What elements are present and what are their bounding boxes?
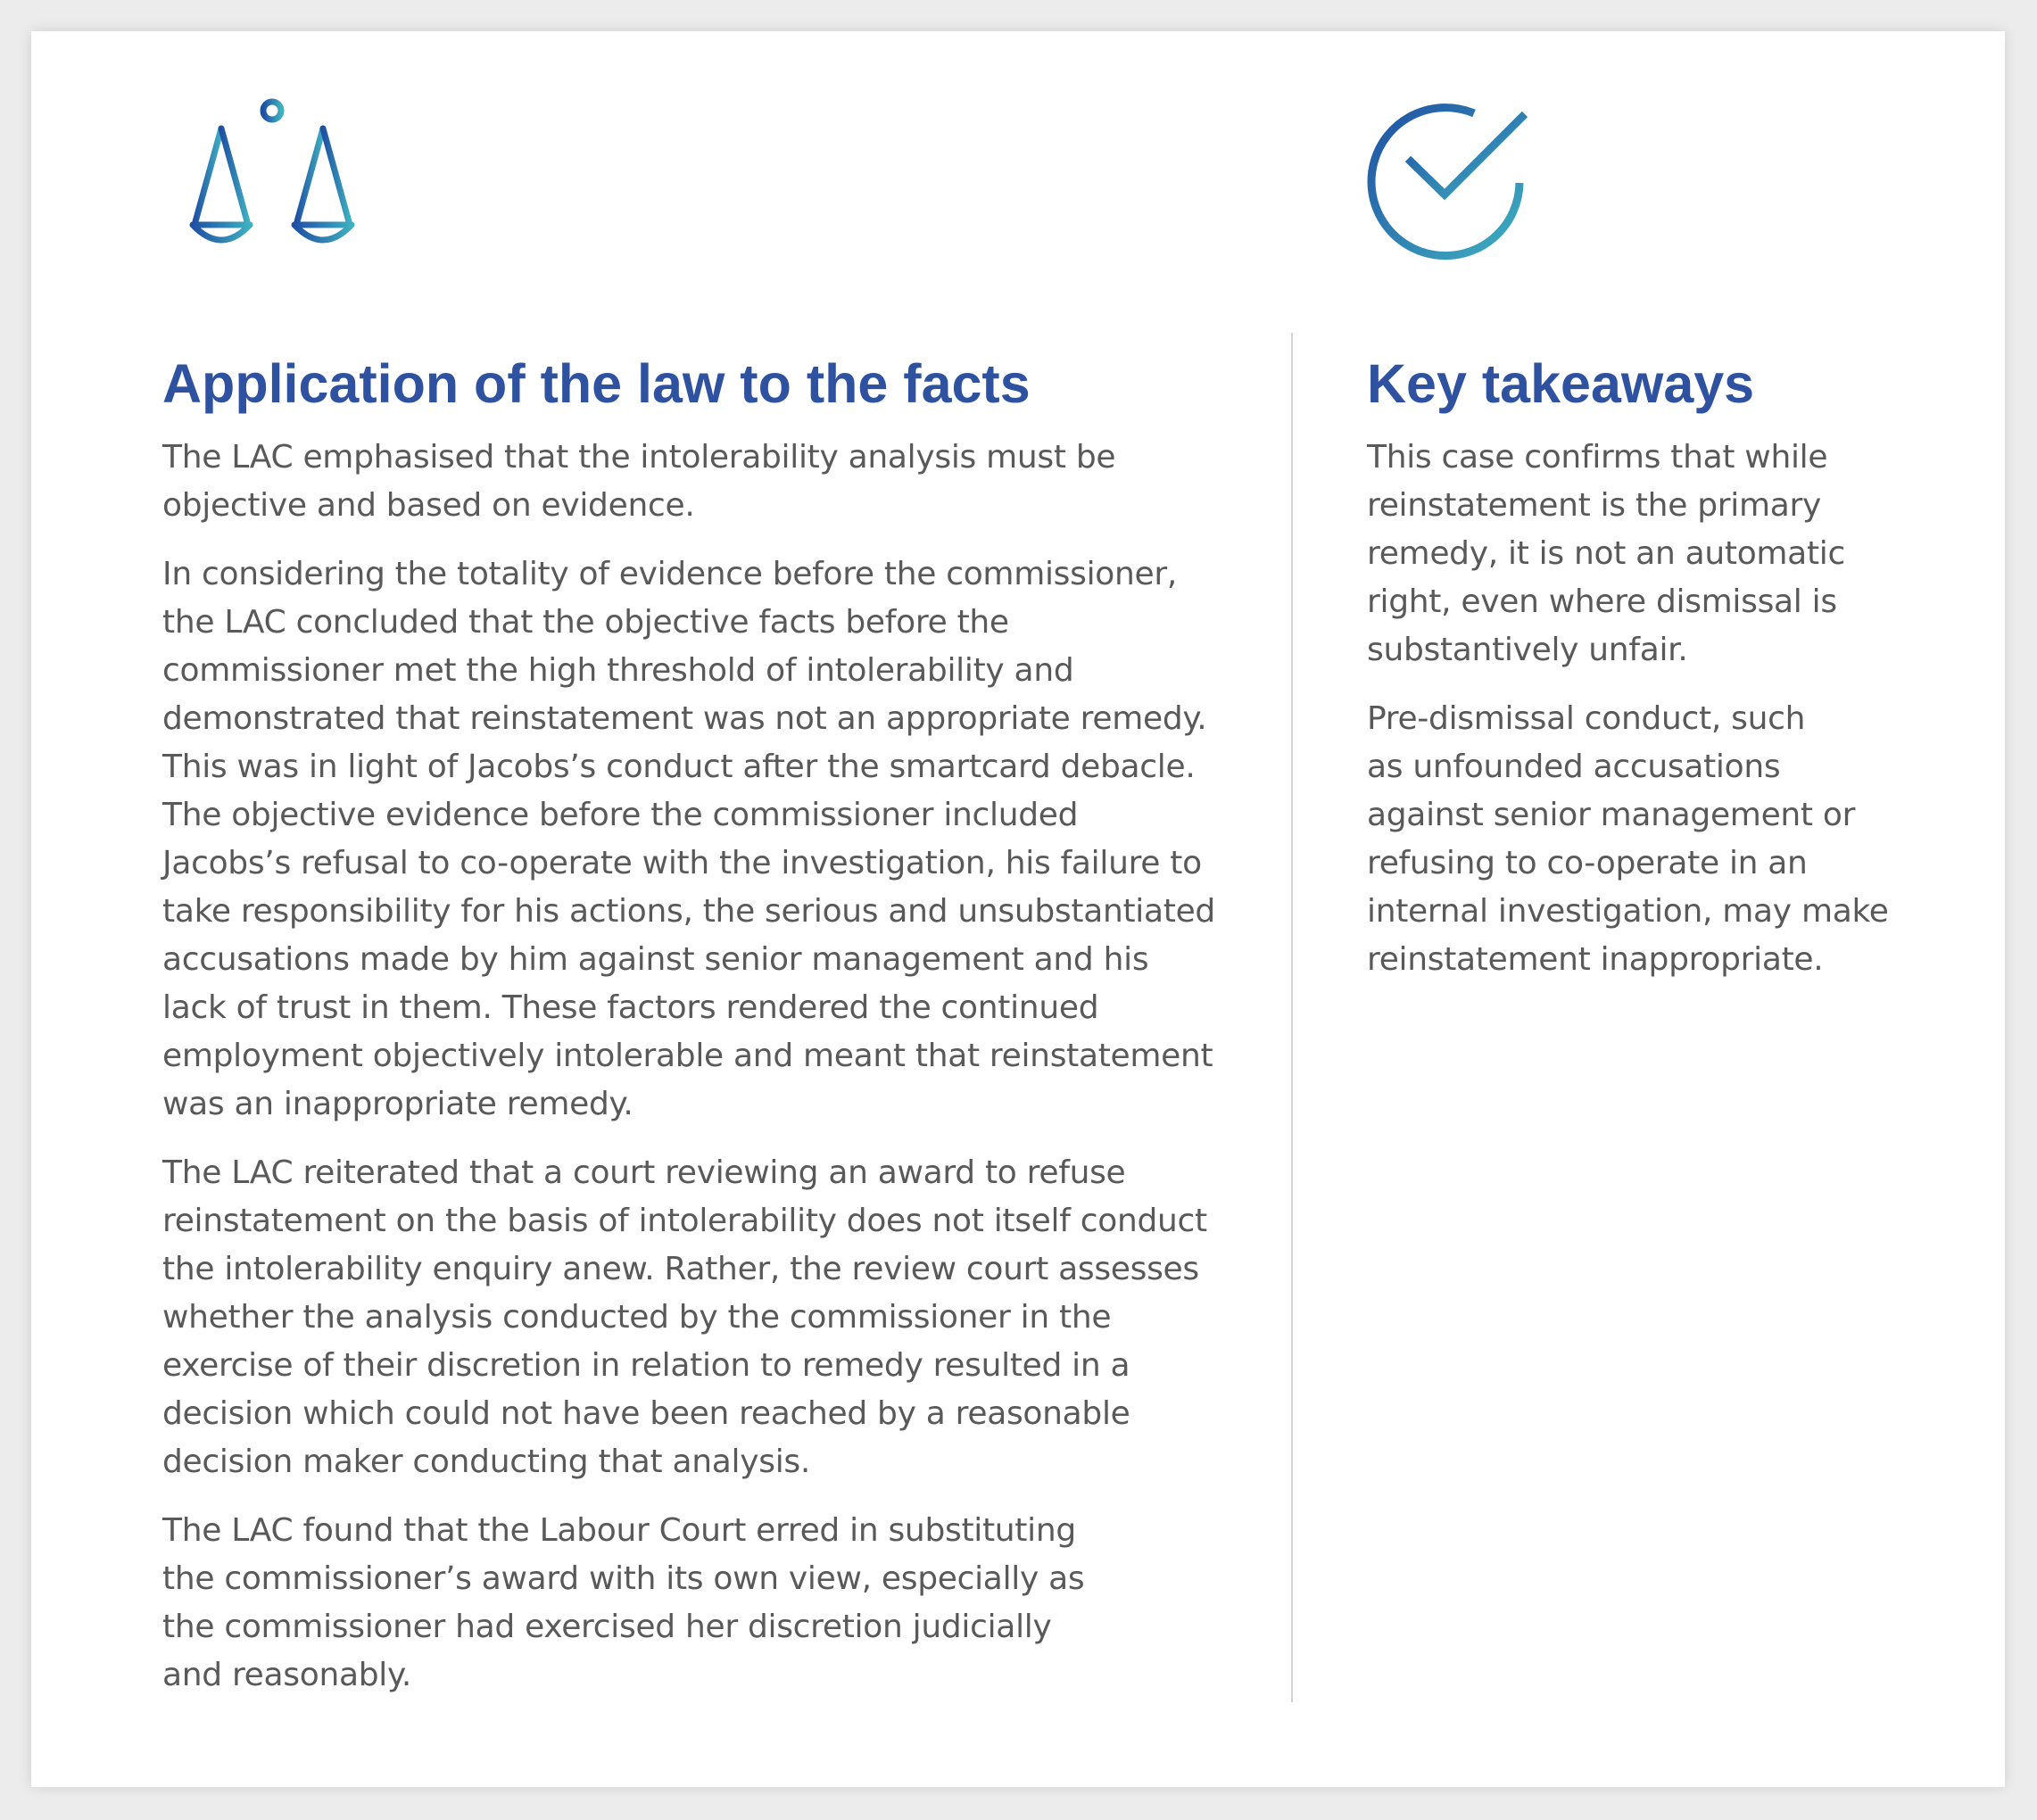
text-line: was an inappropriate remedy. [162, 1086, 633, 1122]
text-line: the commissioner’s award with its own view, especially as [162, 1560, 1085, 1597]
text-line: exercise of their discretion in relation to remedy resulted in a [162, 1347, 1130, 1384]
text-line: take responsibility for his actions, the serious and unsubstantiated [162, 893, 1215, 930]
text-line: demonstrated that reinstatement was not an appropriate remedy. [162, 700, 1207, 737]
content-card [31, 31, 2005, 1787]
text-line: lack of trust in them. These factors rendered the continued [162, 989, 1099, 1026]
section-heading: Application of the law to the facts [162, 353, 1031, 414]
scales-of-justice-icon [189, 98, 355, 296]
paragraph [162, 1149, 1215, 1486]
check-circle-icon [1367, 98, 1533, 268]
text-line: Jacobs’s refusal to co-operate with the investigation, his failure to [162, 845, 1202, 881]
column-divider [1291, 333, 1293, 1702]
text-line: The LAC reiterated that a court reviewing an award to refuse [162, 1154, 1126, 1191]
text-line: right, even where dismissal is [1367, 583, 1837, 620]
text-line: commissioner met the high threshold of intolerability and [162, 652, 1074, 689]
text-line: The objective evidence before the commissioner included [162, 797, 1079, 833]
text-line: decision maker conducting that analysis. [162, 1444, 811, 1480]
text-line: reinstatement on the basis of intolerability does not itself conduct [162, 1203, 1207, 1239]
paragraph [162, 434, 1215, 530]
text-line: reinstatement inappropriate. [1367, 941, 1824, 978]
text-line: This case confirms that while [1367, 439, 1828, 476]
text-line: In considering the totality of evidence before the commissioner, [162, 556, 1178, 592]
text-line: as unfounded accusations [1367, 749, 1781, 785]
paragraph [162, 550, 1215, 1129]
text-line: The LAC found that the Labour Court erred in substituting [162, 1512, 1076, 1549]
text-line: Pre-dismissal conduct, such [1367, 700, 1806, 737]
text-line: objective and based on evidence. [162, 487, 695, 524]
text-line: refusing to co-operate in an [1367, 845, 1808, 881]
text-line: against senior management or [1367, 797, 1856, 833]
text-line: whether the analysis conducted by the commissioner in the [162, 1299, 1112, 1336]
paragraph [1367, 434, 1889, 674]
text-line: the commissioner had exercised her discretion judicially [162, 1609, 1052, 1645]
text-line: and reasonably. [162, 1657, 412, 1693]
paragraph [1367, 695, 1889, 984]
section-heading: Key takeaways [1367, 353, 1755, 414]
text-line: internal investigation, may make [1367, 893, 1889, 930]
text-line: reinstatement is the primary [1367, 487, 1821, 524]
section-body [162, 434, 1215, 1720]
text-line: decision which could not have been reached by a reasonable [162, 1395, 1130, 1432]
section-body [1367, 434, 1889, 1005]
text-line: accusations made by him against senior management and his [162, 941, 1149, 978]
text-line: employment objectively intolerable and meant that reinstatement [162, 1038, 1213, 1074]
text-line: The LAC emphasised that the intolerability analysis must be [162, 439, 1116, 476]
text-line: the intolerability enquiry anew. Rather, the review court assesses [162, 1251, 1199, 1287]
text-line: the LAC concluded that the objective facts before the [162, 604, 1009, 641]
text-line: substantively unfair. [1367, 632, 1688, 668]
text-line: This was in light of Jacobs’s conduct after the smartcard debacle. [162, 749, 1196, 785]
paragraph [162, 1507, 1215, 1700]
text-line: remedy, it is not an automatic [1367, 535, 1845, 572]
